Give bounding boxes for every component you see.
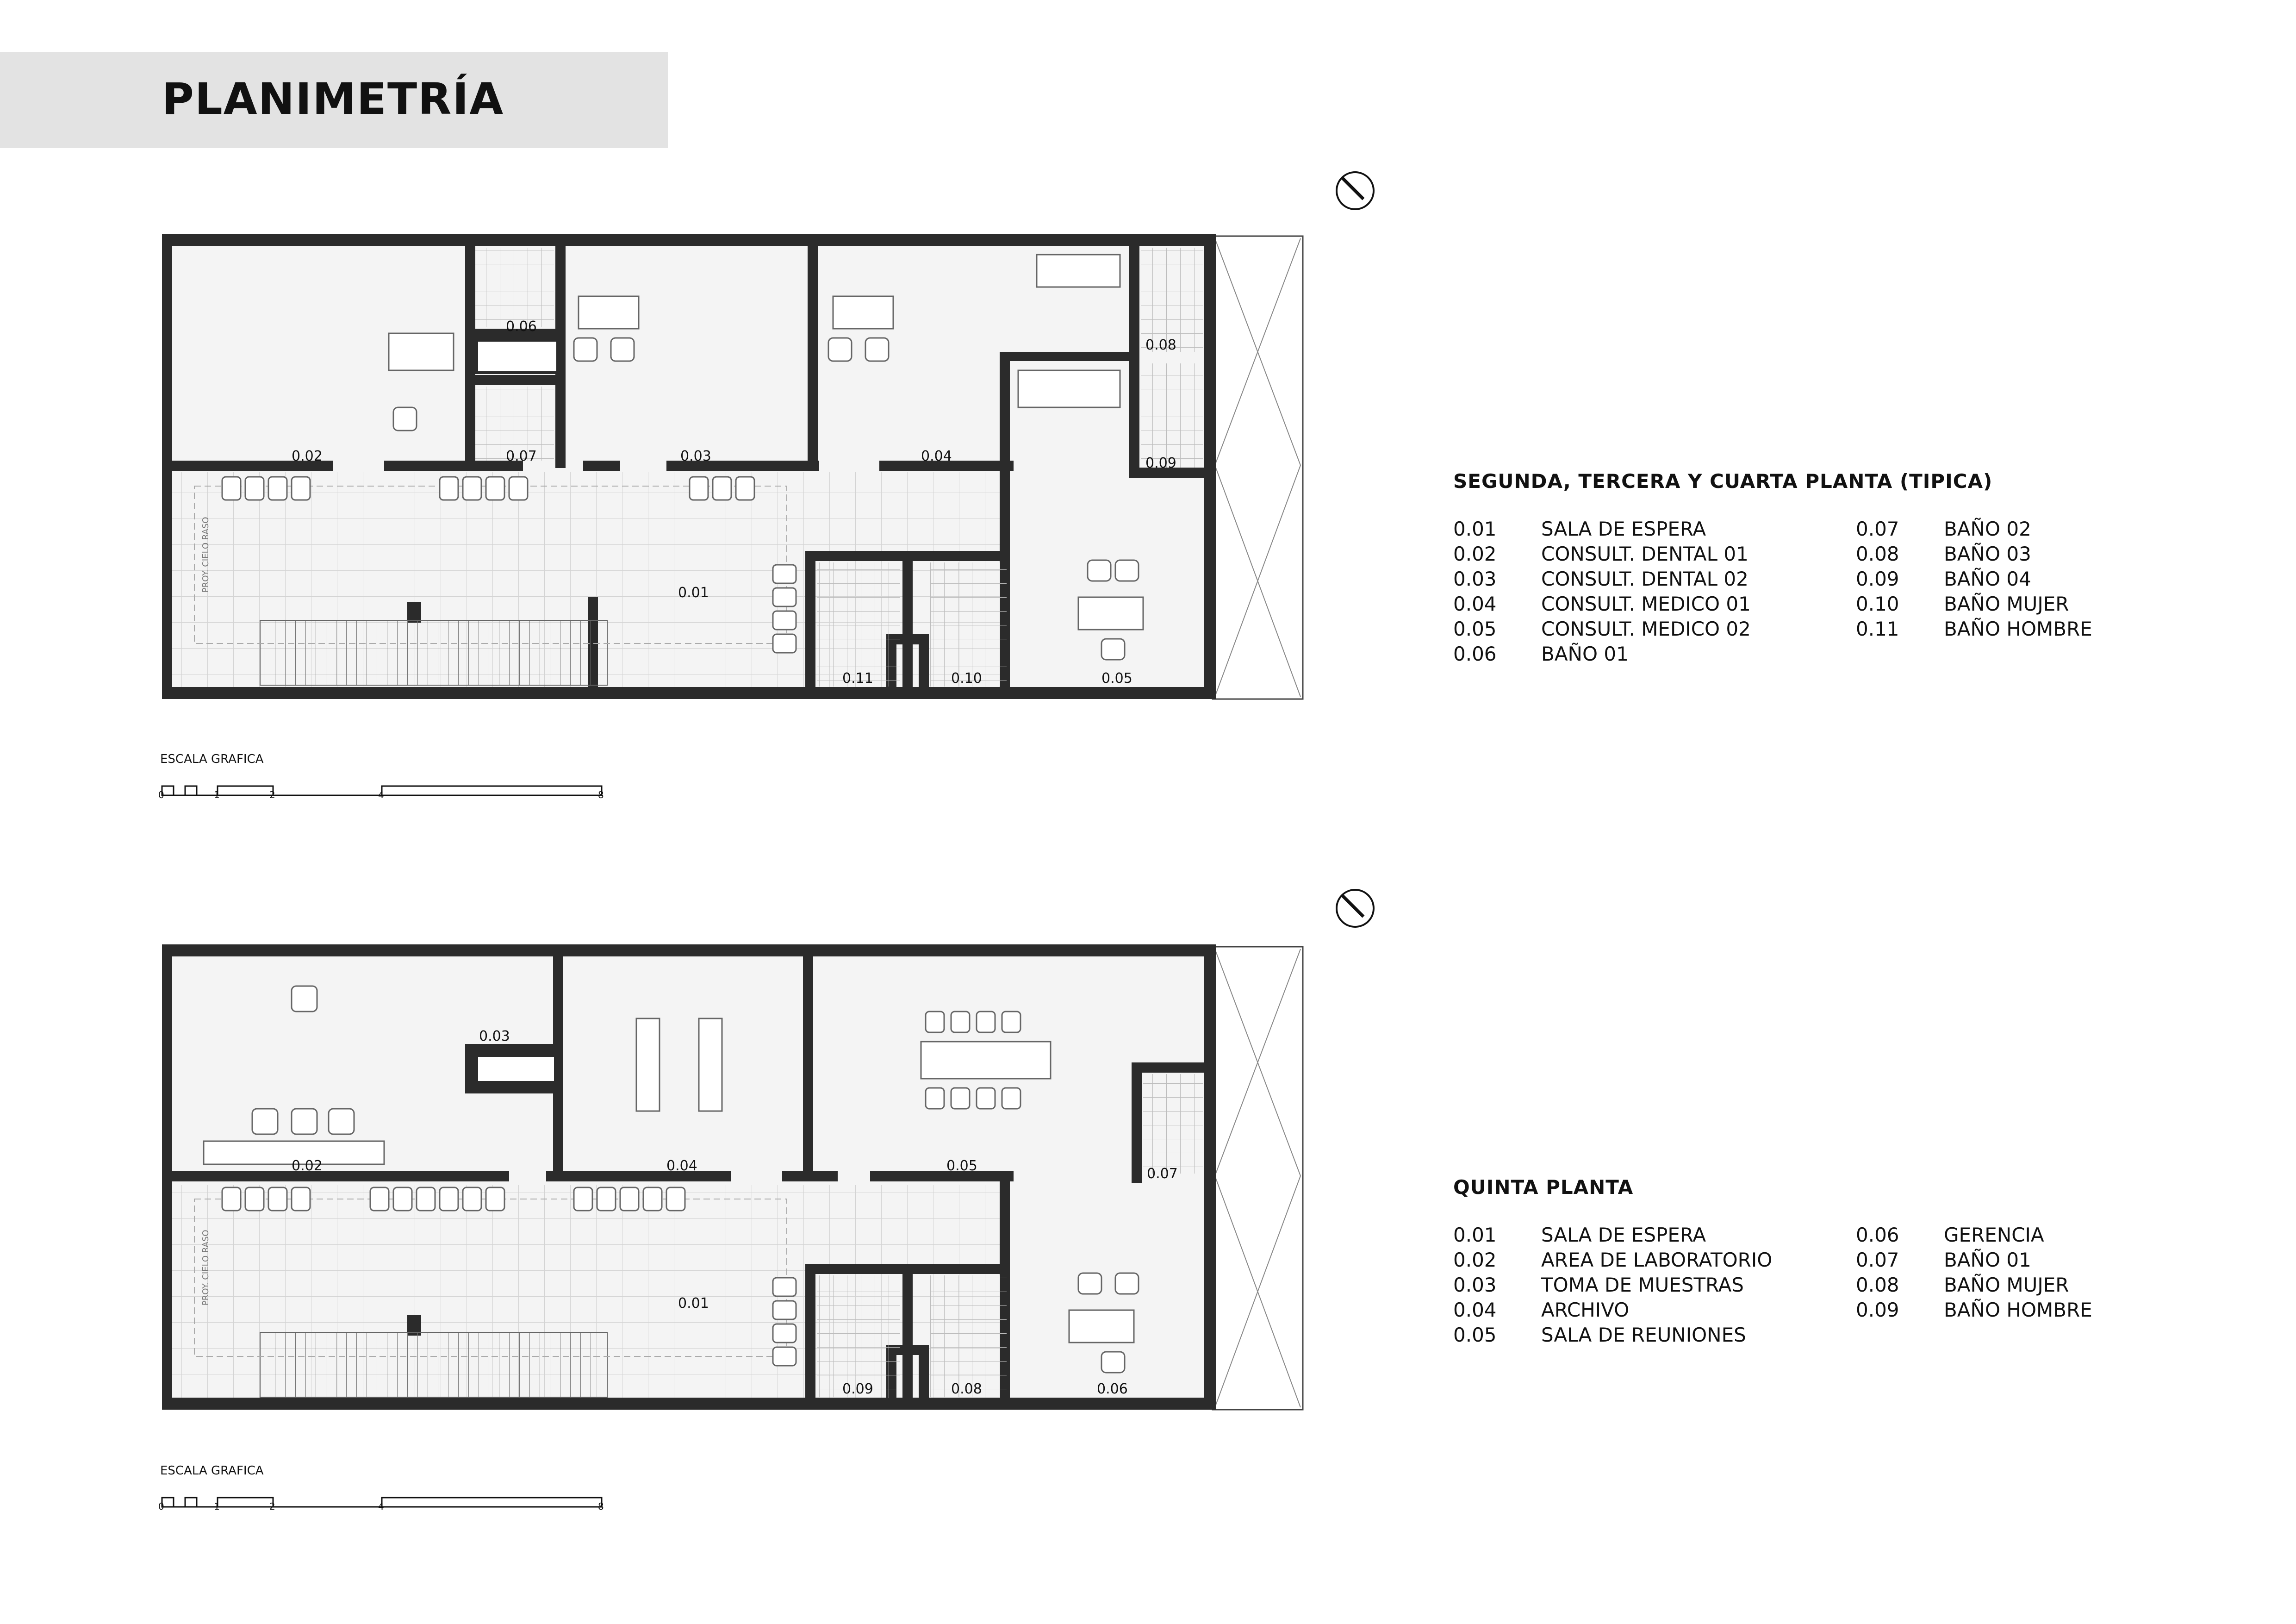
legend-code: 0.04 [1453, 593, 1497, 615]
legend-name: BAÑO HOMBRE [1944, 1299, 2092, 1321]
north-arrow-icon [1337, 890, 1374, 927]
legend-name: CONSULT. MEDICO 02 [1541, 618, 1751, 640]
legend-code: 0.02 [1453, 543, 1497, 565]
legend-column-right [1856, 1223, 2259, 1348]
legend-name: BAÑO HOMBRE [1944, 618, 2092, 640]
legend-code: 0.06 [1453, 643, 1497, 665]
legend-code: 0.05 [1453, 1324, 1497, 1346]
scale-tick: 0 [158, 789, 164, 800]
legend-code: 0.05 [1453, 618, 1497, 640]
ceiling-note: PROY. CIELO RASO [201, 1230, 211, 1305]
legend-code: 0.11 [1856, 618, 1899, 640]
legend-row [1856, 592, 2259, 617]
scale-label: ESCALA GRAFICA [160, 752, 264, 766]
legend-row [1856, 1248, 2259, 1273]
legend-name: AREA DE LABORATORIO [1541, 1249, 1773, 1271]
scale-tick: 8 [598, 1501, 604, 1512]
legend-name: GERENCIA [1944, 1224, 2044, 1246]
scale-tick: 4 [378, 1501, 384, 1512]
legend-column-left [1453, 517, 1856, 667]
scale-tick: 4 [378, 789, 384, 800]
legend-typical-floor [1453, 470, 2259, 667]
legend-row [1453, 1298, 1856, 1323]
legend-column-left [1453, 1223, 1856, 1348]
legend-fifth-floor [1453, 1176, 2259, 1348]
scale-label: ESCALA GRAFICA [160, 1464, 264, 1478]
scale-graphic [160, 752, 264, 766]
legend-name: BAÑO 03 [1944, 543, 2031, 565]
room-label: 0.05 [1101, 670, 1132, 687]
legend-code: 0.03 [1453, 568, 1497, 590]
legend-name: BAÑO 02 [1944, 518, 2031, 540]
legend-name: BAÑO 01 [1944, 1249, 2031, 1271]
legend-row [1453, 642, 1856, 667]
balcony [1213, 236, 1303, 699]
scale-tick: 2 [269, 1501, 275, 1512]
legend-code: 0.07 [1856, 1249, 1899, 1271]
room-label: 0.02 [292, 1158, 323, 1174]
room-label: 0.03 [479, 1028, 510, 1044]
plan-fifth-floor [162, 890, 1374, 1410]
room-label: 0.09 [842, 1381, 873, 1397]
scale-tick: 1 [214, 1501, 220, 1512]
legend-heading: QUINTA PLANTA [1453, 1176, 1634, 1199]
scale-graphic [160, 1464, 264, 1478]
legend-row [1856, 617, 2259, 642]
legend-name: SALA DE ESPERA [1541, 518, 1706, 540]
room-label: 0.06 [506, 319, 537, 335]
legend-name: ARCHIVO [1541, 1299, 1630, 1321]
room-label: 0.08 [1145, 337, 1176, 353]
room-label: 0.05 [946, 1158, 977, 1174]
room-label: 0.01 [678, 1295, 709, 1312]
north-arrow-icon [1337, 172, 1374, 209]
ceiling-note: PROY. CIELO RASO [201, 517, 211, 593]
legend-code: 0.09 [1856, 568, 1899, 590]
legend-row [1856, 567, 2259, 592]
plan-typical-floor [162, 172, 1374, 699]
legend-row [1453, 542, 1856, 567]
room-label: 0.10 [951, 670, 982, 687]
legend-row [1856, 1223, 2259, 1248]
legend-code: 0.08 [1856, 1274, 1899, 1296]
legend-code: 0.08 [1856, 543, 1899, 565]
legend-code: 0.01 [1453, 1224, 1497, 1246]
legend-name: CONSULT. DENTAL 01 [1541, 543, 1748, 565]
legend-name: BAÑO 04 [1944, 568, 2031, 590]
legend-code: 0.09 [1856, 1299, 1899, 1321]
legend-row [1453, 567, 1856, 592]
scale-tick: 0 [158, 1501, 164, 1512]
legend-name: SALA DE REUNIONES [1541, 1324, 1746, 1346]
legend-name: SALA DE ESPERA [1541, 1224, 1706, 1246]
legend-name: BAÑO MUJER [1944, 593, 2069, 615]
legend-row [1453, 617, 1856, 642]
room-label: 0.07 [1147, 1166, 1178, 1182]
legend-row [1856, 1298, 2259, 1323]
legend-name: TOMA DE MUESTRAS [1541, 1274, 1744, 1296]
legend-row [1856, 517, 2259, 542]
legend-row [1453, 1248, 1856, 1273]
room-label: 0.03 [680, 448, 711, 464]
scale-tick: 2 [269, 789, 275, 800]
legend-code: 0.07 [1856, 518, 1899, 540]
legend-row [1856, 542, 2259, 567]
legend-name: BAÑO 01 [1541, 643, 1629, 665]
legend-row [1453, 592, 1856, 617]
page-title: PLANIMETRÍA [162, 74, 504, 125]
legend-code: 0.06 [1856, 1224, 1899, 1246]
room-label: 0.09 [1145, 455, 1176, 471]
legend-code: 0.04 [1453, 1299, 1497, 1321]
legend-row [1453, 517, 1856, 542]
legend-code: 0.02 [1453, 1249, 1497, 1271]
legend-name: CONSULT. MEDICO 01 [1541, 593, 1751, 615]
legend-heading: SEGUNDA, TERCERA Y CUARTA PLANTA (TIPICA) [1453, 470, 1993, 493]
legend-row [1856, 1273, 2259, 1298]
legend-name: BAÑO MUJER [1944, 1274, 2069, 1296]
room-label: 0.08 [951, 1381, 982, 1397]
legend-row [1453, 1323, 1856, 1348]
legend-code: 0.10 [1856, 593, 1899, 615]
legend-code: 0.01 [1453, 518, 1497, 540]
legend-code: 0.03 [1453, 1274, 1497, 1296]
legend-row [1453, 1273, 1856, 1298]
legend-name: CONSULT. DENTAL 02 [1541, 568, 1748, 590]
room-label: 0.01 [678, 585, 709, 601]
balcony [1213, 947, 1303, 1410]
room-label: 0.02 [292, 448, 323, 464]
scale-tick: 8 [598, 789, 604, 800]
scale-tick: 1 [214, 789, 220, 800]
room-label: 0.07 [506, 448, 537, 464]
room-label: 0.06 [1097, 1381, 1128, 1397]
room-label: 0.04 [921, 448, 952, 464]
room-label: 0.11 [842, 670, 873, 687]
legend-row [1453, 1223, 1856, 1248]
legend-column-right [1856, 517, 2259, 667]
room-label: 0.04 [666, 1158, 697, 1174]
